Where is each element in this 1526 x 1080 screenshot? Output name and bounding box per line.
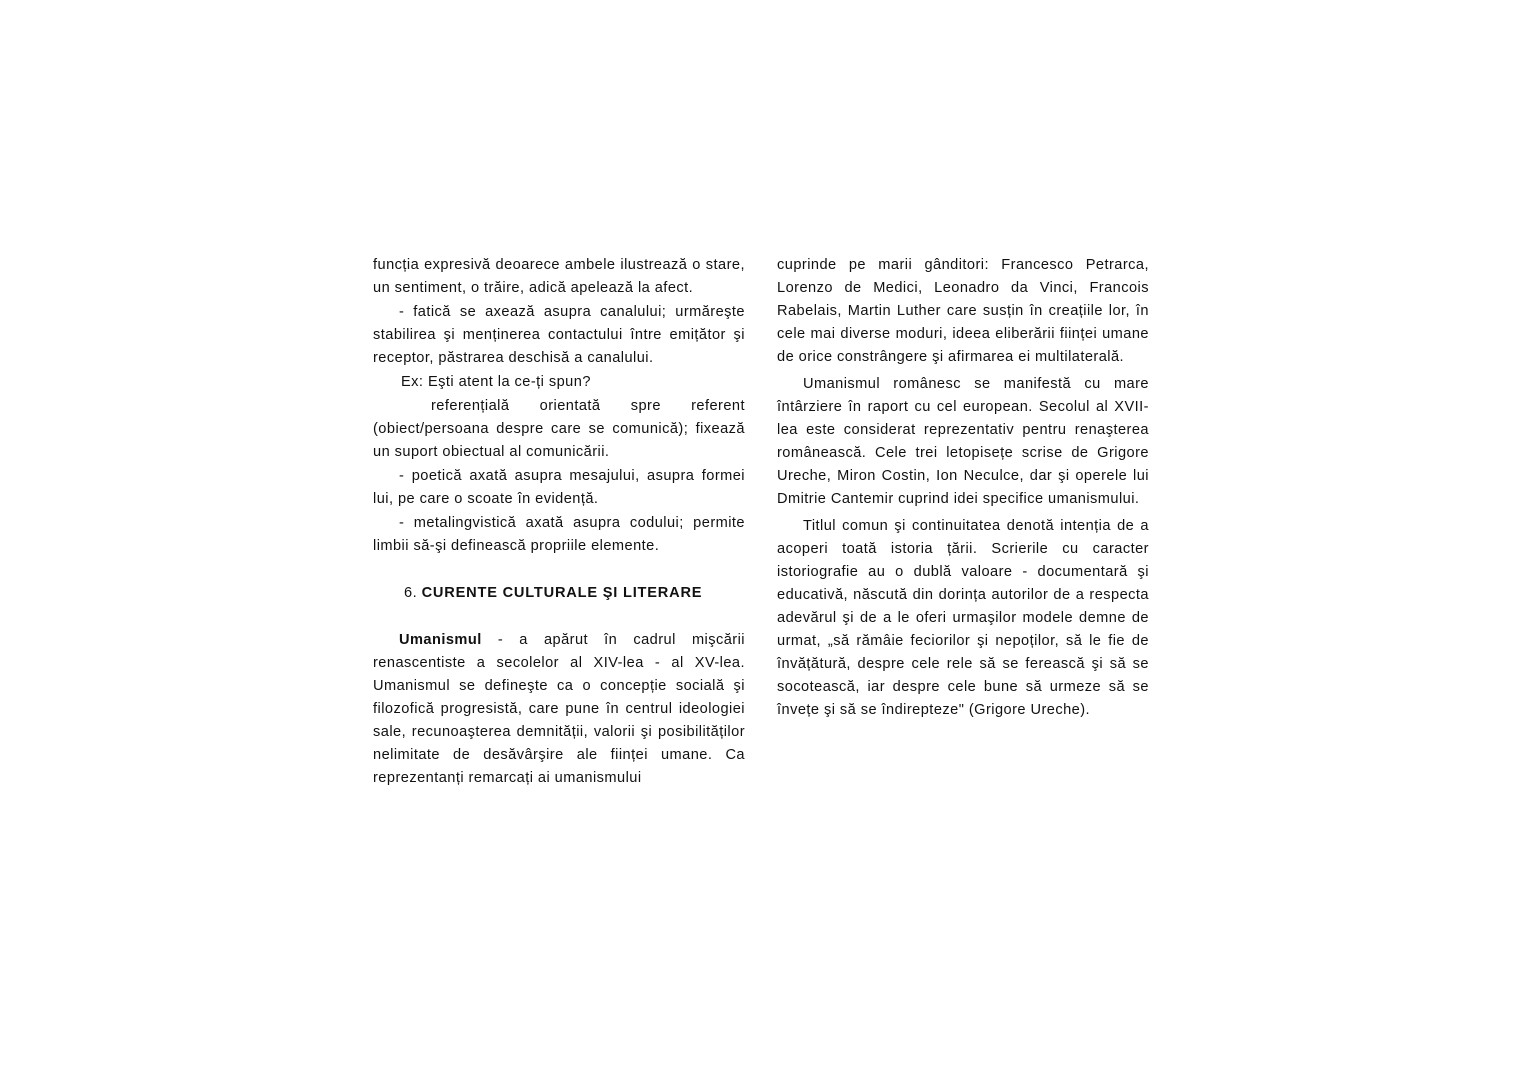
paragraph-expressive-function: funcția expresivă deoarece ambele ilustrează o stare, un sentiment, o trăire, adică apelează la afect. xyxy=(373,257,745,296)
paragraph-referential-function: referențială orientată spre referent (obiect/persoana despre care se comunică); fixează un suport obiectual al comunicării. xyxy=(373,398,745,460)
paragraph-metalinguistic-function: - metalingvistică axată asupra codului; permite limbii să-şi definească propriile elemente. xyxy=(373,515,745,554)
section-number: 6. xyxy=(404,585,418,601)
paragraph-example: Ex: Eşti atent la ce-ți spun? xyxy=(401,374,591,390)
right-column xyxy=(777,254,1149,722)
umanism-text: - a apărut în cadrul mişcării renascentiste a secolelor al XIV-lea - al XV-lea. Umanismul se defineşte ca o concepție socială şi filozofică progresistă, care pune în centrul ideologiei sale, recunoaşterea demnității, valorii şi posibilităților nelimitate de desăvârşire ale ființei umane. Ca reprezentanți remarcați ai umanismului xyxy=(373,632,745,786)
section-heading xyxy=(373,582,745,605)
paragraph-umanism xyxy=(373,629,745,790)
paragraph-romanian-humanism: Umanismul românesc se manifestă cu mare întârziere în raport cu cel european. Secolul al XVII-lea este considerat reprezentativ pentru renaşterea românească. Cele trei letopisețe scrise de Grigore Ureche, Miron Costin, Ion Neculce, dar şi operele lui Dmitrie Cantemir cuprind idei specifice umanismului. xyxy=(777,376,1149,507)
paragraph-phatic-function: - fatică se axează asupra canalului; urmăreşte stabilirea şi menținerea contactului între emițător şi receptor, păstrarea deschisă a canalului. xyxy=(373,304,745,366)
left-column xyxy=(373,254,745,790)
paragraph-poetic-function: - poetică axată asupra mesajului, asupra formei lui, pe care o scoate în evidență. xyxy=(373,468,745,507)
paragraph-humanist-thinkers: cuprinde pe marii gânditori: Francesco Petrarca, Lorenzo de Medici, Leonadro da Vinci, Francois Rabelais, Martin Luther care susțin în creațiile lor, în cele mai diverse moduri, ideea eliberării ființei umane de orice constrângere şi afirmarea ei multilaterală. xyxy=(777,257,1149,365)
paragraph-chronicles-title: Titlul comun şi continuitatea denotă intenția de a acoperi toată istoria țării. Scrierile cu caracter istoriografie au o dublă valoare - documentară şi educativă, născută din dorința autorilor de a respecta adevărul şi de a le oferi urmaşilor modele demne de urmat, „să rămâie feciorilor şi nepoților, să le fie de învățătură, despre cele rele să se ferească şi să se socotească, iar despre cele bune să urmeze să se învețe şi să se îndirepteze" (Grigore Ureche). xyxy=(777,518,1149,718)
umanism-term: Umanismul xyxy=(399,632,482,648)
section-title: CURENTE CULTURALE ŞI LITERARE xyxy=(421,585,703,601)
